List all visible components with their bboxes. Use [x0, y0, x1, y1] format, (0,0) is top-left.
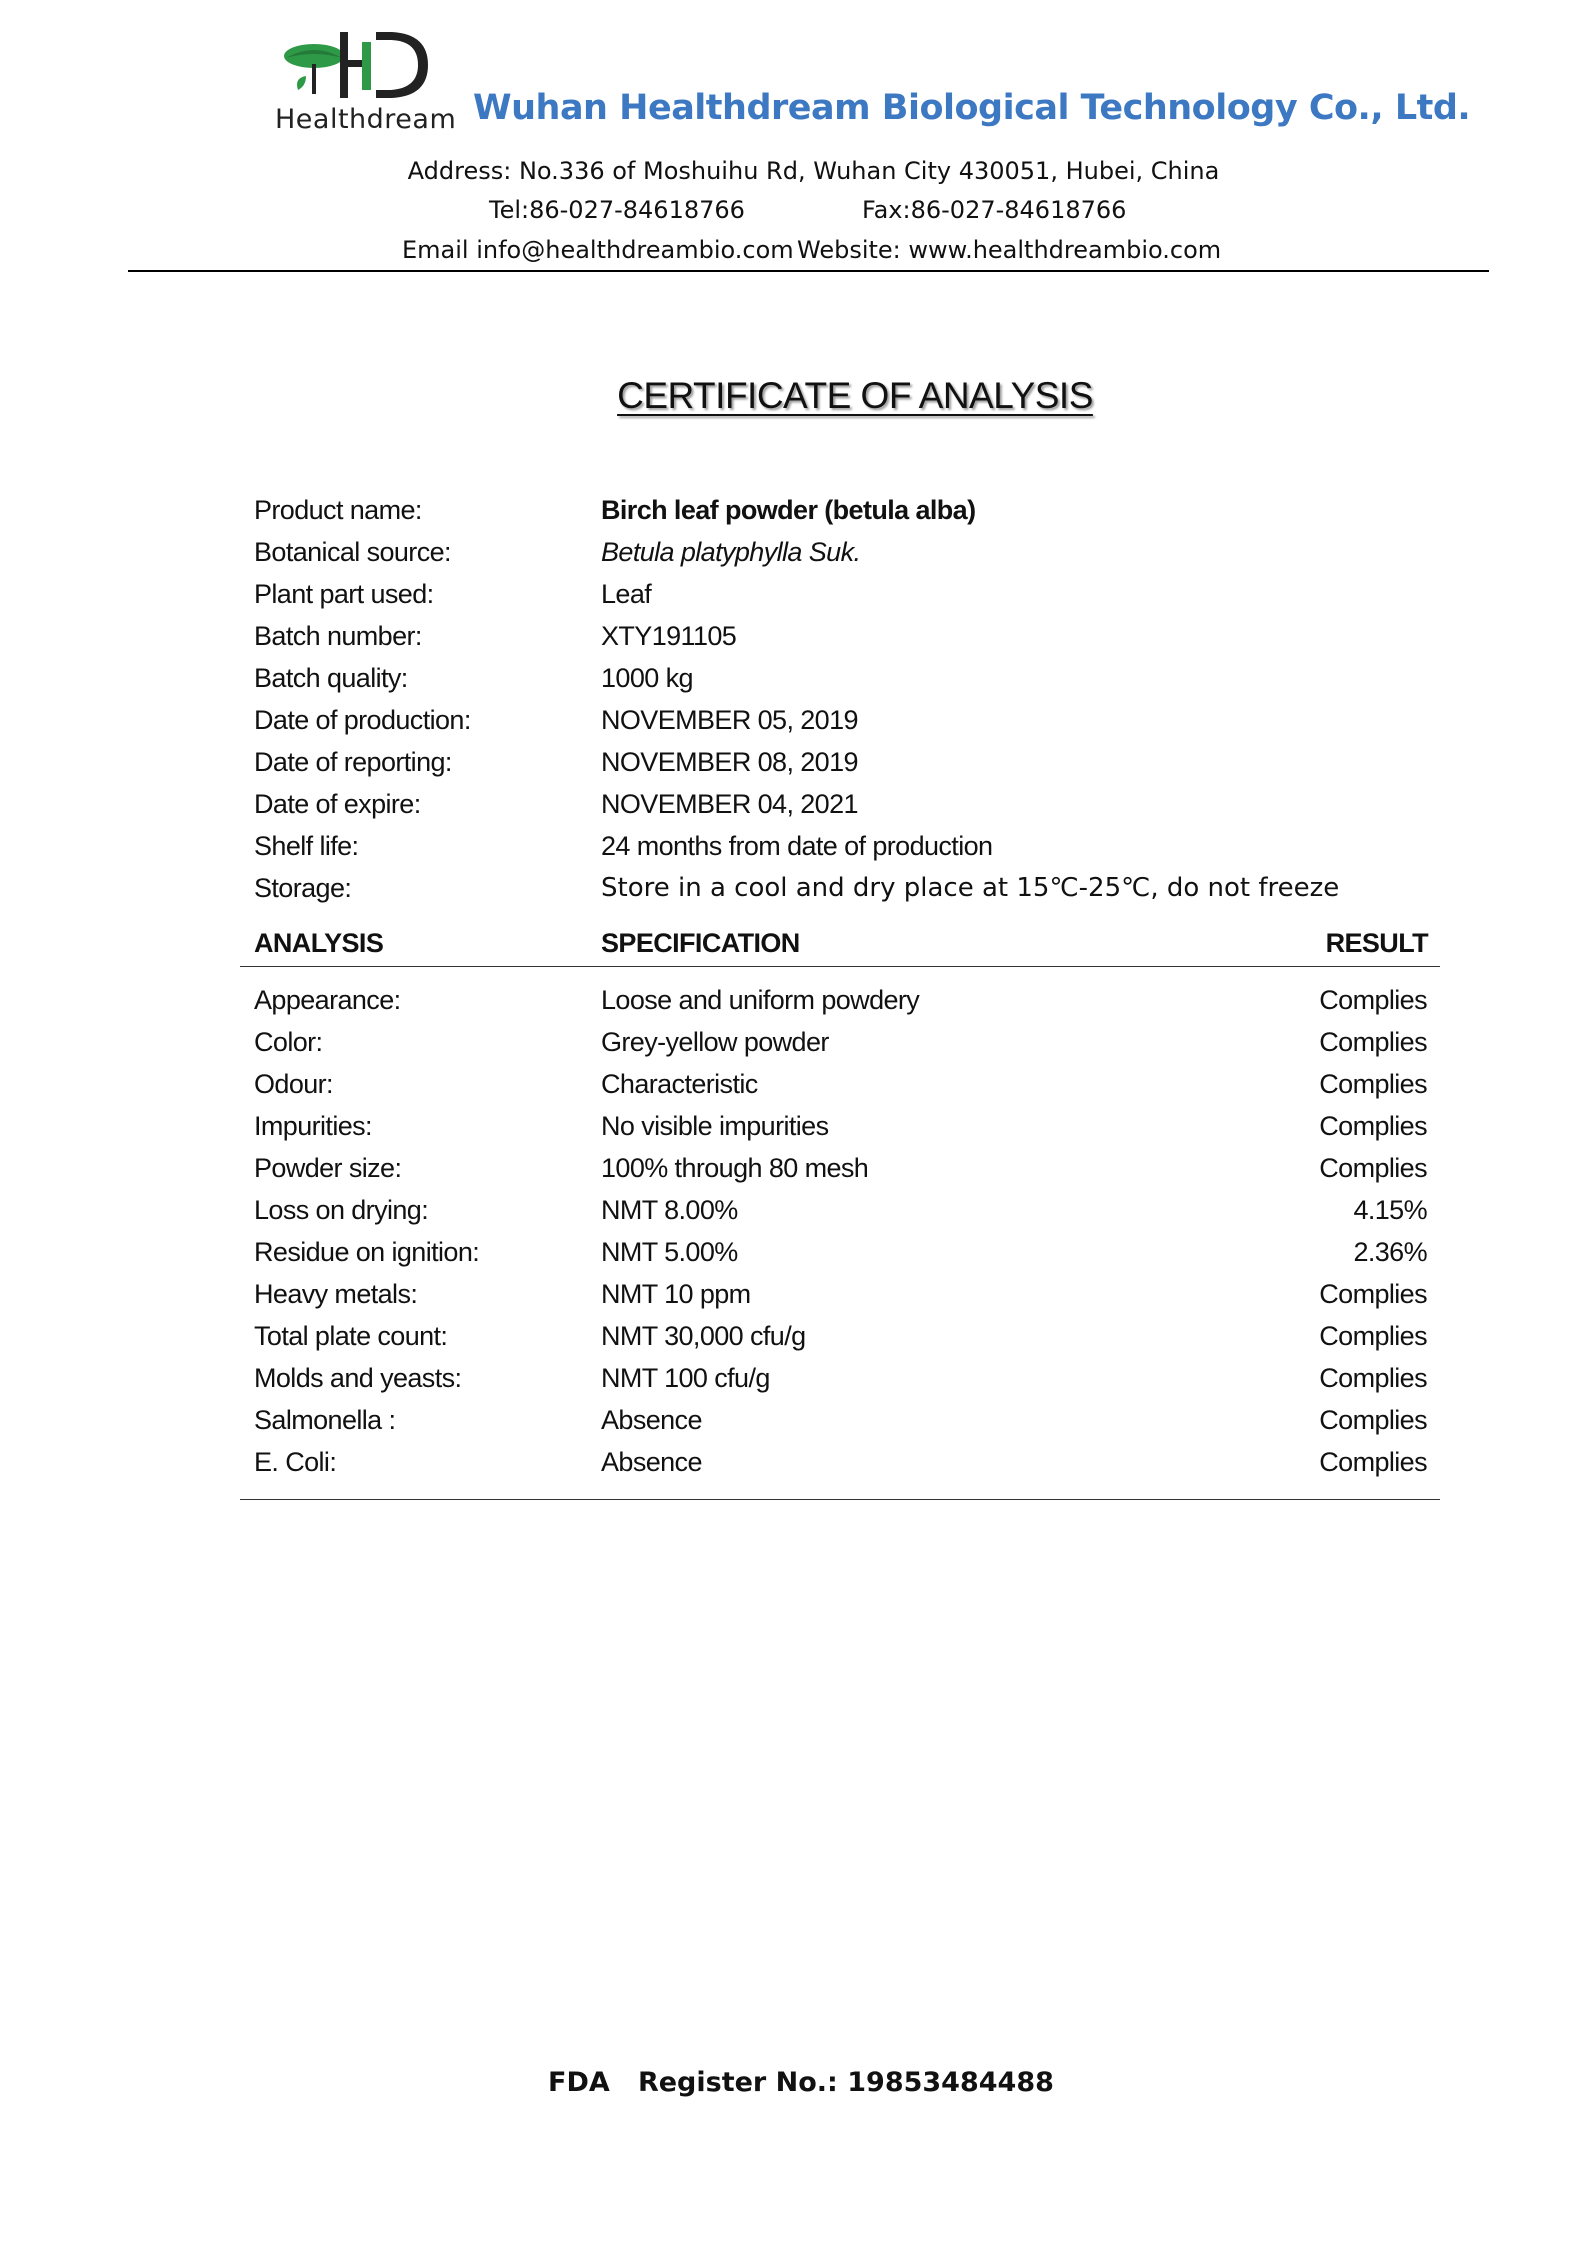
product-info	[254, 495, 1454, 915]
info-value-botanical-source: Betula platyphylla Suk.	[601, 537, 861, 567]
info-value-date-expire: NOVEMBER 04, 2021	[601, 789, 858, 819]
info-row-date-production	[254, 705, 1454, 747]
table-row	[240, 1363, 1440, 1405]
column-header-result: RESULT	[1325, 928, 1428, 958]
info-label: Product name:	[254, 495, 422, 525]
info-label: Botanical source:	[254, 537, 451, 567]
cell-analysis: Appearance:	[254, 985, 401, 1015]
info-row-plant-part	[254, 579, 1454, 621]
info-value-batch-number: XTY191105	[601, 621, 737, 651]
column-header-analysis: ANALYSIS	[254, 928, 384, 958]
cell-analysis: Color:	[254, 1027, 323, 1057]
cell-result: Complies	[1319, 985, 1427, 1015]
table-row	[240, 1195, 1440, 1237]
cell-specification: Absence	[601, 1447, 702, 1477]
cell-specification: Characteristic	[601, 1069, 758, 1099]
table-row	[240, 1447, 1440, 1489]
info-value-plant-part: Leaf	[601, 579, 652, 609]
cell-specification: 100% through 80 mesh	[601, 1153, 869, 1183]
cell-result: Complies	[1319, 1027, 1427, 1057]
info-label: Date of expire:	[254, 789, 421, 819]
logo-icon	[280, 28, 440, 108]
cell-result: Complies	[1319, 1279, 1427, 1309]
company-logo	[270, 28, 460, 138]
cell-analysis: Residue on ignition:	[254, 1237, 480, 1267]
cell-analysis: Loss on drying:	[254, 1195, 429, 1225]
cell-result: Complies	[1319, 1447, 1427, 1477]
letterhead-divider	[128, 270, 1489, 272]
info-row-batch-quality	[254, 663, 1454, 705]
info-label: Plant part used:	[254, 579, 434, 609]
info-row-date-reporting	[254, 747, 1454, 789]
info-value-product-name: Birch leaf powder (betula alba)	[601, 495, 976, 525]
cell-result: Complies	[1319, 1111, 1427, 1141]
cell-specification: NMT 8.00%	[601, 1195, 738, 1225]
cell-result: Complies	[1319, 1363, 1427, 1393]
cell-analysis: Salmonella :	[254, 1405, 396, 1435]
cell-result: Complies	[1319, 1153, 1427, 1183]
cell-result: Complies	[1319, 1405, 1427, 1435]
info-row-shelf-life	[254, 831, 1454, 873]
cell-specification: Loose and uniform powdery	[601, 985, 920, 1015]
cell-specification: NMT 5.00%	[601, 1237, 738, 1267]
table-row	[240, 1237, 1440, 1279]
company-fax: Fax:86-027-84618766	[862, 196, 1127, 224]
info-row-product-name	[254, 495, 1454, 537]
company-email: Email info@healthdreambio.com	[402, 236, 794, 264]
company-website: Website: www.healthdreambio.com	[797, 236, 1222, 264]
document-title: CERTIFICATE OF ANALYSIS	[617, 375, 1093, 416]
cell-analysis: E. Coli:	[254, 1447, 337, 1477]
table-row	[240, 985, 1440, 1027]
table-bottom-rule	[240, 1499, 1440, 1500]
logo-wordmark: Healthdream	[275, 104, 457, 135]
table-row	[240, 1321, 1440, 1363]
info-row-storage	[254, 873, 1454, 915]
cell-specification: NMT 100 cfu/g	[601, 1363, 770, 1393]
cell-specification: Grey-yellow powder	[601, 1027, 829, 1057]
table-row	[240, 1069, 1440, 1111]
table-row	[240, 1111, 1440, 1153]
cell-result: Complies	[1319, 1069, 1427, 1099]
cell-analysis: Heavy metals:	[254, 1279, 418, 1309]
cell-analysis: Total plate count:	[254, 1321, 448, 1351]
cell-result: 2.36%	[1353, 1237, 1427, 1267]
cell-specification: No visible impurities	[601, 1111, 829, 1141]
company-address: Address: No.336 of Moshuihu Rd, Wuhan City 430051, Hubei, China	[407, 157, 1220, 185]
info-value-shelf-life: 24 months from date of production	[601, 831, 993, 861]
cell-specification: Absence	[601, 1405, 702, 1435]
info-value-date-reporting: NOVEMBER 08, 2019	[601, 747, 858, 777]
table-row	[240, 1405, 1440, 1447]
company-name: Wuhan Healthdream Biological Technology Co., Ltd.	[473, 88, 1471, 128]
cell-analysis: Odour:	[254, 1069, 333, 1099]
info-label: Storage:	[254, 873, 352, 903]
info-label: Batch quality:	[254, 663, 408, 693]
table-row	[240, 1153, 1440, 1195]
cell-specification: NMT 30,000 cfu/g	[601, 1321, 806, 1351]
info-value-batch-quality: 1000 kg	[601, 663, 693, 693]
fda-register-number: FDA Register No.: 19853484488	[548, 2067, 1054, 2098]
info-value-date-production: NOVEMBER 05, 2019	[601, 705, 858, 735]
table-row	[240, 1027, 1440, 1069]
table-body	[240, 985, 1440, 1489]
info-row-batch-number	[254, 621, 1454, 663]
cell-analysis: Impurities:	[254, 1111, 372, 1141]
info-label: Date of production:	[254, 705, 471, 735]
table-row	[240, 1279, 1440, 1321]
cell-specification: NMT 10 ppm	[601, 1279, 751, 1309]
cell-result: 4.15%	[1353, 1195, 1427, 1225]
info-label: Shelf life:	[254, 831, 359, 861]
info-label: Batch number:	[254, 621, 422, 651]
cell-analysis: Powder size:	[254, 1153, 402, 1183]
info-row-date-expire	[254, 789, 1454, 831]
cell-analysis: Molds and yeasts:	[254, 1363, 462, 1393]
letterhead	[0, 0, 1587, 275]
cell-result: Complies	[1319, 1321, 1427, 1351]
info-value-storage: Store in a cool and dry place at 15℃-25℃, do not freeze	[601, 873, 1340, 903]
info-label: Date of reporting:	[254, 747, 452, 777]
table-header-rule	[240, 966, 1440, 967]
column-header-specification: SPECIFICATION	[601, 928, 800, 958]
company-tel: Tel:86-027-84618766	[489, 196, 745, 224]
info-row-botanical-source	[254, 537, 1454, 579]
